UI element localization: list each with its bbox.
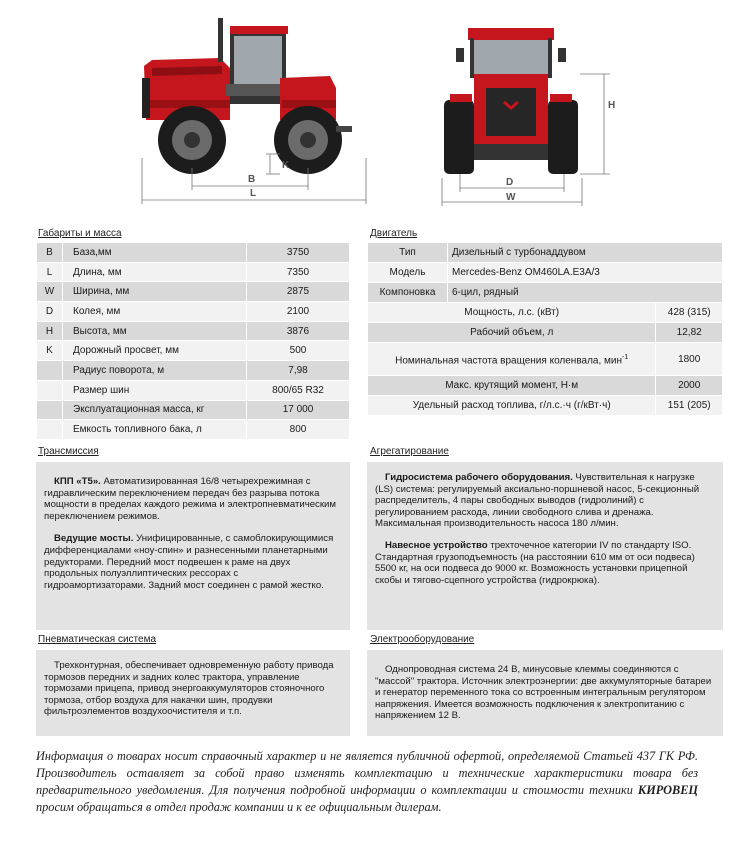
table-row [37,420,350,440]
transmission-p1-text: Автоматизированная 16/8 четырехрежимная с гидравлическим переключением передач без разрыва потока мощности в пределах каждого режима и электропневматическим переключением режимов. [44,476,337,522]
aggregation-title: Агрегатирование [370,446,449,457]
dim-name-cell: Емкость топливного бака, л [63,420,247,440]
dim-label-w: W [506,192,516,203]
engine-torque-value: 2000 [656,376,723,396]
dim-code-cell: L [37,262,63,282]
table-row [368,303,723,323]
engine-type-value: Дизельный с турбонаддувом [448,243,723,263]
dimensions-table-body [37,243,350,440]
transmission-p2-text: Унифицированные, с самоблокирующимися дифференциалами «ноу-спин» и разнесенными планетарными редукторами. Передний мост подвешен к раме на двух продольных полуэллиптических рессорах с гидроамортизаторами. Задний мост соединен с рамой жестко. [44,533,334,591]
dim-value-cell: 7350 [247,262,350,282]
transmission-p1-bold: КПП «Т5». [54,476,101,487]
transmission-paragraph-2 [36,533,350,591]
table-row [368,243,723,263]
engine-volume-label: Рабочий объем, л [368,323,656,343]
transmission-paragraph-1 [36,476,350,522]
engine-power-value: 428 (315) [656,303,723,323]
dim-name-cell: Ширина, мм [63,282,247,302]
aggregation-p2-bold: Навесное устройство [385,539,488,551]
dim-value-cell: 2875 [247,282,350,302]
dim-value-cell: 3750 [247,243,350,263]
dim-label-k: K [282,160,290,171]
table-row [37,400,350,420]
dim-name-cell: Размер шин [63,380,247,400]
engine-title: Двигатель [370,228,418,239]
dim-value-cell: 2100 [247,302,350,322]
disclaimer-text-1: Информация о товарах носит справочный характер и не является публичной офертой, определяемой Статьей 437 ГК РФ. Производитель оставляет за собой право изменять комплектацию и технические характеристики товара без предварительного уведомления. Для получения подробной информации о комплектации и стоимости техники [36,749,698,797]
dim-code-cell: K [37,341,63,361]
dim-name-cell: База,мм [63,243,247,263]
engine-speed-label [368,343,656,376]
dim-code-cell: B [37,243,63,263]
electrical-panel [367,650,723,736]
dim-name-cell: Дорожный просвет, мм [63,341,247,361]
engine-speed-value: 1800 [656,343,723,376]
aggregation-p1-text: Чувствительная к нагрузке (LS) система: регулируемый аксиально-поршневой насос, 5-секционный распределитель, 4 пары свободных выводов (гидролиний) с регулированием расхода, линии свободного слива и дренажа. Максимальная производительность насоса 180 л/мин. [375,472,700,530]
table-row [368,343,723,376]
dim-name-cell: Длина, мм [63,262,247,282]
engine-fuel-value: 151 (205) [656,396,723,416]
dim-name-cell: Колея, мм [63,302,247,322]
dim-code-cell [37,361,63,381]
dim-value-cell: 500 [247,341,350,361]
table-row [368,323,723,343]
dim-name-cell: Высота, мм [63,321,247,341]
dim-code-cell [37,400,63,420]
dim-value-cell: 17 000 [247,400,350,420]
aggregation-paragraph-1 [367,472,723,530]
engine-table [367,242,723,416]
engine-power-label: Мощность, л.с. (кВт) [368,303,656,323]
table-row [37,282,350,302]
aggregation-paragraph-2 [367,540,723,586]
disclaimer-text-2: просим обращаться в отдел продаж компании и к ее официальным дилерам. [36,800,442,814]
table-row [37,243,350,263]
table-row [368,396,723,416]
dimensions-title: Габариты и масса [38,228,122,239]
engine-model-value: Mercedes-Benz OM460LA.E3A/3 [448,263,723,283]
engine-type-label: Тип [368,243,448,263]
tractor-front-view [430,8,630,208]
dim-value-cell: 7,98 [247,361,350,381]
tractor-side-view [130,8,410,208]
dimensions-table-wrap [36,242,350,440]
table-row [368,263,723,283]
engine-fuel-label: Удельный расход топлива, г/л.с.·ч (г/кВт·ч) [368,396,656,416]
table-row [37,380,350,400]
table-row [368,283,723,303]
table-row [37,321,350,341]
engine-table-wrap [367,242,723,416]
dim-value-cell: 3876 [247,321,350,341]
dim-code-cell: D [37,302,63,322]
electrical-title: Электрооборудование [370,634,475,645]
dim-value-cell: 800/65 R32 [247,380,350,400]
engine-layout-value: 6-цил, рядный [448,283,723,303]
engine-speed-label-text: Номинальная частота вращения коленвала, мин [395,355,623,367]
aggregation-p1-bold: Гидросистема рабочего оборудования. [385,472,573,483]
dim-code-cell [37,420,63,440]
engine-torque-label: Макс. крутящий момент, Н·м [368,376,656,396]
engine-volume-value: 12,82 [656,323,723,343]
pneumatic-panel [36,650,350,736]
pneumatic-text: Трехконтурная, обеспечивает одновременную работу привода тормозов передних и задних колес трактора, управление тормозами прицепа, привод энергоаккумуляторов стояночного тормоза, отбор воздуха для накачки шин, продувки фильтроэлементов воздухоочистителя и т.п. [44,660,334,718]
table-row [37,302,350,322]
dimensions-table [36,242,350,440]
pneumatic-title: Пневматическая система [38,634,157,645]
dim-code-cell [37,380,63,400]
transmission-title: Трансмиссия [38,446,99,457]
dim-value-cell: 800 [247,420,350,440]
aggregation-p2-text: трехточечное категории IV по стандарту ISO. Стандартная грузоподъемность (на расстоянии 610 мм от оси подвеса) 5500 кг, на оси подвеса до 9000 кг. Возможность установки прицепной скобы и тягово-сцепного устройства (гидрокрюка). [375,539,695,586]
dim-label-h: H [608,100,616,111]
disclaimer-brand: КИРОВЕЦ [637,783,698,797]
engine-layout-label: Компоновка [368,283,448,303]
dim-label-b: B [248,174,256,185]
table-row [37,262,350,282]
aggregation-panel [367,462,723,630]
dim-label-d: D [506,177,514,188]
table-row [37,361,350,381]
engine-model-label: Модель [368,263,448,283]
dim-name-cell: Радиус поворота, м [63,361,247,381]
disclaimer [36,748,698,816]
dim-code-cell: W [37,282,63,302]
transmission-p2-bold: Ведущие мосты. [54,533,134,545]
dim-code-cell: H [37,321,63,341]
engine-speed-sup: -1 [622,353,629,361]
tractor-front-illustration [444,28,578,174]
dim-label-l: L [250,188,257,199]
electrical-text: Однопроводная система 24 В, минусовые клеммы соединяются с "массой" трактора. Источник электроэнергии: две аккумуляторные батареи и генератор переменного тока со встроенным интегральным регулятором напряжения. Имеется возможность подключения к электропитанию с напряжением 12 В. [375,664,712,722]
transmission-panel [36,462,350,630]
table-row [368,376,723,396]
table-row [37,341,350,361]
tractor-side-illustration [142,18,352,174]
dim-name-cell: Эксплуатационная масса, кг [63,400,247,420]
